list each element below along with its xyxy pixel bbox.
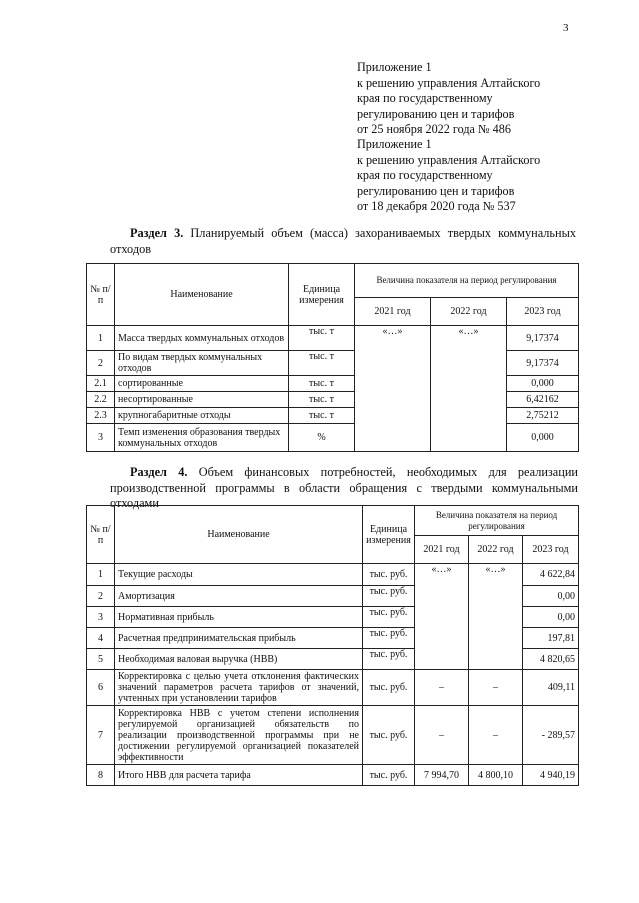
row-unit: тыс. т: [289, 326, 355, 351]
row-unit: тыс. руб.: [363, 607, 415, 628]
row-unit: тыс. руб.: [363, 586, 415, 607]
table-row: [87, 564, 579, 586]
row-value-2023: 0,00: [523, 607, 579, 628]
row-unit: тыс. руб.: [363, 670, 415, 706]
table-row: [87, 326, 579, 351]
row-value-2022: –: [469, 706, 523, 765]
row-value-2023: 4 820,65: [523, 649, 579, 670]
header-num: № п/п: [87, 506, 115, 564]
appendix-line: от 18 декабря 2020 года № 537: [357, 199, 516, 214]
row-name: Темп изменения образования твердых коммунальных отходов: [115, 424, 289, 452]
appendix-line: Приложение 1: [357, 60, 432, 74]
row-value-2022: 4 800,10: [469, 765, 523, 786]
header-name: Наименование: [115, 506, 363, 564]
row-value-2023: 0,00: [523, 586, 579, 607]
value-2022-omitted: «…»: [431, 326, 507, 452]
header-unit: Единица измерения: [289, 264, 355, 326]
row-unit: тыс. руб.: [363, 649, 415, 670]
row-value-2023: 9,17374: [507, 351, 579, 376]
header-2021: 2021 год: [355, 298, 431, 326]
row-num: 3: [87, 424, 115, 452]
row-name: Корректировка с целью учета отклонения фактических значений параметров расчета тарифов от значений, учтенных при установлении тарифов: [115, 670, 363, 706]
row-num: 6: [87, 670, 115, 706]
appendix-previous: [357, 137, 540, 215]
header-name: Наименование: [115, 264, 289, 326]
row-value-2023: 4 940,19: [523, 765, 579, 786]
row-name: Корректировка НВВ с учетом степени исполнения регулируемой организацией обязательств по реализации производственной программы при не достижении регулируемой организацией показателей эффективности: [115, 706, 363, 765]
row-unit: тыс. т: [289, 392, 355, 408]
row-value-2023: 4 622,84: [523, 564, 579, 586]
value-2022-omitted: «…»: [469, 564, 523, 670]
row-value-2023: 2,75212: [507, 408, 579, 424]
row-name: Масса твердых коммунальных отходов: [115, 326, 289, 351]
row-value-2023: 6,42162: [507, 392, 579, 408]
appendix-line: края по государственному: [357, 91, 493, 106]
row-name: Амортизация: [115, 586, 363, 607]
row-unit: %: [289, 424, 355, 452]
row-unit: тыс. руб.: [363, 564, 415, 586]
section3-label: Раздел 3.: [130, 226, 184, 240]
table-row: [87, 706, 579, 765]
page-number: 3: [563, 22, 569, 34]
header-period: Величина показателя на период регулирования: [415, 506, 579, 536]
row-value-2023: 9,17374: [507, 326, 579, 351]
row-unit: тыс. руб.: [363, 628, 415, 649]
row-value-2023: - 289,57: [523, 706, 579, 765]
header-unit: Единица измерения: [363, 506, 415, 564]
row-name: Расчетная предпринимательская прибыль: [115, 628, 363, 649]
row-value-2021: –: [415, 670, 469, 706]
row-num: 1: [87, 564, 115, 586]
section3-title: [110, 226, 576, 257]
row-num: 1: [87, 326, 115, 351]
header-2023: 2023 год: [507, 298, 579, 326]
row-value-2023: 0,000: [507, 376, 579, 392]
row-name: По видам твердых коммунальных отходов: [115, 351, 289, 376]
row-value-2022: –: [469, 670, 523, 706]
appendix-line: Приложение 1: [357, 137, 432, 151]
row-value-2021: 7 994,70: [415, 765, 469, 786]
row-unit: тыс. т: [289, 376, 355, 392]
row-name: Текущие расходы: [115, 564, 363, 586]
header-2022: 2022 год: [469, 536, 523, 564]
header-2023: 2023 год: [523, 536, 579, 564]
table-row: [87, 670, 579, 706]
row-name: Необходимая валовая выручка (НВВ): [115, 649, 363, 670]
row-unit: тыс. руб.: [363, 765, 415, 786]
table-row: [87, 765, 579, 786]
section4-table: [86, 505, 579, 786]
appendix-current: [357, 60, 540, 138]
row-num: 2.1: [87, 376, 115, 392]
row-name: Итого НВВ для расчета тарифа: [115, 765, 363, 786]
section4-label: Раздел 4.: [130, 465, 188, 479]
row-num: 2: [87, 586, 115, 607]
row-unit: тыс. руб.: [363, 706, 415, 765]
appendix-line: к решению управления Алтайского: [357, 75, 541, 90]
section3-title-text: Планируемый объем (масса) захораниваемых твердых коммунальных отходов: [110, 226, 576, 256]
row-name: сортированные: [115, 376, 289, 392]
row-value-2023: 197,81: [523, 628, 579, 649]
row-value-2023: 409,11: [523, 670, 579, 706]
value-2021-omitted: «…»: [415, 564, 469, 670]
appendix-line: регулированию цен и тарифов: [357, 106, 515, 121]
row-num: 5: [87, 649, 115, 670]
appendix-line: края по государственному: [357, 168, 493, 183]
row-name: Нормативная прибыль: [115, 607, 363, 628]
row-num: 3: [87, 607, 115, 628]
header-2022: 2022 год: [431, 298, 507, 326]
row-value-2021: –: [415, 706, 469, 765]
section3-table: [86, 263, 579, 452]
row-num: 2.3: [87, 408, 115, 424]
header-num: № п/п: [87, 264, 115, 326]
row-num: 8: [87, 765, 115, 786]
row-value-2023: 0,000: [507, 424, 579, 452]
appendix-line: к решению управления Алтайского: [357, 152, 541, 167]
row-num: 4: [87, 628, 115, 649]
row-unit: тыс. т: [289, 408, 355, 424]
header-period: Величина показателя на период регулирования: [355, 264, 579, 298]
row-num: 2: [87, 351, 115, 376]
header-2021: 2021 год: [415, 536, 469, 564]
row-name: крупногабаритные отходы: [115, 408, 289, 424]
row-num: 2.2: [87, 392, 115, 408]
section4-title-text: Объем финансовых потребностей, необходимых для реализации производственной программы в области обращения с твердыми коммунальными отходами: [110, 465, 578, 511]
row-unit: тыс. т: [289, 351, 355, 376]
row-num: 7: [87, 706, 115, 765]
value-2021-omitted: «…»: [355, 326, 431, 452]
row-name: несортированные: [115, 392, 289, 408]
appendix-line: от 25 ноября 2022 года № 486: [357, 122, 511, 137]
appendix-line: регулированию цен и тарифов: [357, 183, 515, 198]
